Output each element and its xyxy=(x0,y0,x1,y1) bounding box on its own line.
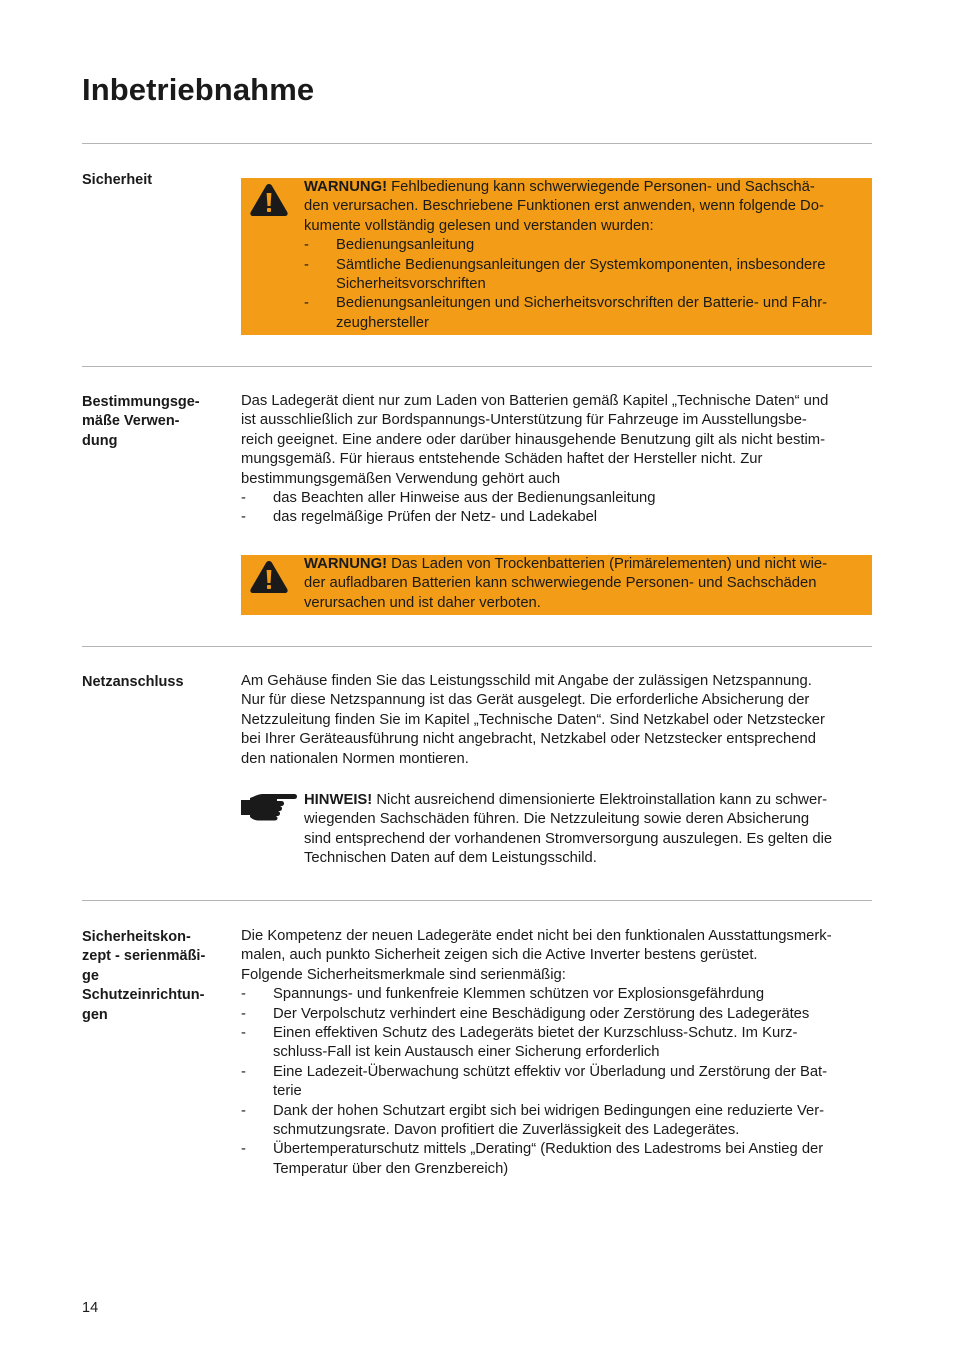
list-dash: - xyxy=(241,1141,246,1158)
section-body-konzept xyxy=(241,927,873,1179)
list-item-text: Eine Ladezeit-Überwachung schützt effektiv vor Überladung und Zerstörung der Bat- xyxy=(273,1063,828,1080)
warning-line: verursachen und ist daher verboten. xyxy=(304,594,541,611)
label-line: Schutzeinrichtun- xyxy=(82,987,205,1004)
section-body-bestimmung xyxy=(241,392,873,528)
warning-text xyxy=(304,555,872,613)
paragraph xyxy=(241,392,873,489)
list-item xyxy=(241,1005,873,1024)
section-label-sicherheit: Sicherheit xyxy=(82,172,153,188)
section-body-netzanschluss xyxy=(241,672,873,769)
label-line: ge xyxy=(82,967,99,984)
note-text xyxy=(304,791,873,869)
list-dash: - xyxy=(304,295,309,312)
list-dash: - xyxy=(241,1063,246,1080)
list-dash: - xyxy=(304,237,309,254)
list-item-text: zeughersteller xyxy=(336,314,429,331)
text-line: Nur für diese Netzspannung ist das Gerät ausgelegt. Die erforderliche Absicherung der xyxy=(241,692,810,709)
text-line: Netzzuleitung finden Sie im Kapitel „Technische Daten“. Sind Netzkabel oder Netzstecker xyxy=(241,711,825,728)
section-divider xyxy=(82,900,872,901)
paragraph xyxy=(241,672,873,769)
text-line: Die Kompetenz der neuen Ladegeräte endet nicht bei den funktionalen Ausstattungsmerk- xyxy=(241,928,832,944)
section-divider xyxy=(82,366,872,367)
section-label-bestimmung xyxy=(82,393,222,451)
note-line: Technischen Daten auf dem Leistungsschild. xyxy=(304,850,597,867)
note-line: wiegenden Sachschäden führen. Die Netzzuleitung sowie deren Absicherung xyxy=(304,811,810,828)
list-item xyxy=(241,1024,873,1063)
text-line: bei Ihrer Geräteausführung nicht angebracht, Netzkabel oder Netzstecker entsprechend xyxy=(241,731,816,748)
list-item xyxy=(304,236,872,255)
warning-line: den verursachen. Beschriebene Funktionen erst anwenden, wenn folgende Do- xyxy=(304,198,824,215)
list-item-text: Dank der hohen Schutzart ergibt sich bei widrigen Bedingungen eine reduzierte Ver- xyxy=(273,1102,825,1119)
list-item-text: Sicherheitsvorschriften xyxy=(336,276,486,293)
text-line: Das Ladegerät dient nur zum Laden von Batterien gemäß Kapitel „Technische Daten“ und xyxy=(241,393,829,409)
section-divider xyxy=(82,143,872,144)
page-title: Inbetriebnahme xyxy=(82,72,315,107)
list-item-text: das regelmäßige Prüfen der Netz- und Ladekabel xyxy=(273,509,598,526)
warning-triangle-icon xyxy=(249,559,289,595)
text-line: mungsgemäß. Für hieraus entstehende Schäden haftet der Hersteller nicht. Zur xyxy=(241,451,763,468)
list-item-text: terie xyxy=(273,1083,302,1100)
list-dash: - xyxy=(241,1005,246,1022)
text-line: den nationalen Normen montieren. xyxy=(241,750,469,767)
warning-line: kumente vollständig gelesen und verstanden wurden: xyxy=(304,217,654,234)
list-item-text: schmutzungsrate. Davon profitiert die Zuverlässigkeit des Ladegerätes. xyxy=(273,1122,740,1139)
note-line: sind entsprechend der vorhandenen Stromversorgung auszulegen. Es gelten die xyxy=(304,830,833,847)
list-item xyxy=(304,256,872,295)
list-item xyxy=(241,1063,873,1102)
text-line: Folgende Sicherheitsmerkmale sind serienmäßig: xyxy=(241,966,566,983)
list-dash: - xyxy=(241,509,246,526)
usage-list xyxy=(241,489,873,528)
list-item-text: Der Verpolschutz verhindert eine Beschädigung oder Zerstörung des Ladegerätes xyxy=(273,1005,810,1022)
note-line: Nicht ausreichend dimensionierte Elektroinstallation kann zu schwer- xyxy=(376,792,828,808)
text-line: malen, auch punkto Sicherheit zeigen sich die Active Inverter bestens gerüstet. xyxy=(241,947,758,964)
list-item-text: Bedienungsanleitung xyxy=(336,237,475,254)
page-number: 14 xyxy=(82,1300,99,1316)
label-line: mäße Verwen- xyxy=(82,413,180,430)
warning-line: Das Laden von Trockenbatterien (Primärelementen) und nicht wie- xyxy=(391,556,828,572)
warning-triangle-icon xyxy=(249,182,289,218)
label-line: Sicherheitskon- xyxy=(82,929,191,945)
list-item-text: schluss-Fall ist kein Austausch einer Sicherung erforderlich xyxy=(273,1044,660,1061)
section-divider xyxy=(82,646,872,647)
list-item-text: Sämtliche Bedienungsanleitungen der Systemkomponenten, insbesondere xyxy=(336,256,826,273)
warning-document-list xyxy=(304,236,872,333)
warning-text xyxy=(304,178,872,236)
list-item xyxy=(241,1140,873,1179)
note-prefix: HINWEIS! xyxy=(304,792,373,808)
label-line: zept - serienmäßi- xyxy=(82,948,206,965)
section-label-konzept xyxy=(82,928,222,1025)
list-dash: - xyxy=(241,490,246,507)
list-dash: - xyxy=(304,256,309,273)
label-line: dung xyxy=(82,432,118,449)
safety-features-list xyxy=(241,985,873,1179)
list-item-text: Übertemperaturschutz mittels „Derating“ (Reduktion des Ladestroms bei Anstieg der xyxy=(273,1141,824,1158)
text-line: reich geeignet. Eine andere oder darüber hinausgehende Benutzung gilt als nicht bestim- xyxy=(241,431,826,448)
list-item-text: Temperatur über den Grenzbereich) xyxy=(273,1160,509,1177)
list-item-text: das Beachten aller Hinweise aus der Bedienungsanleitung xyxy=(273,490,656,507)
warning-line: Fehlbedienung kann schwerwiegende Personen- und Sachschä- xyxy=(391,179,815,195)
paragraph xyxy=(241,927,873,985)
list-item xyxy=(241,1102,873,1141)
list-dash: - xyxy=(241,1025,246,1042)
list-item-text: Bedienungsanleitungen und Sicherheitsvorschriften der Batterie- und Fahr- xyxy=(336,295,828,312)
text-line: ist ausschließlich zur Bordspannungs-Unterstützung für Fahrzeuge im Ausstellungsbe- xyxy=(241,412,807,429)
pointing-hand-icon xyxy=(241,791,297,821)
list-dash: - xyxy=(241,1102,246,1119)
list-item-text: Einen effektiven Schutz des Ladegeräts bietet der Kurzschluss-Schutz. Im Kurz- xyxy=(273,1025,798,1042)
list-item xyxy=(241,508,873,527)
label-line: Bestimmungsge- xyxy=(82,394,200,410)
section-label-netzanschluss: Netzanschluss xyxy=(82,674,184,690)
list-item xyxy=(241,985,873,1004)
warning-box-bestimmung xyxy=(241,555,872,615)
warning-prefix: WARNUNG! xyxy=(304,556,388,572)
text-line: Am Gehäuse finden Sie das Leistungsschild mit Angabe der zulässigen Netzspannung. xyxy=(241,673,812,689)
warning-line: der aufladbaren Batterien kann schwerwiegende Personen- und Sachschäden xyxy=(304,575,817,592)
list-dash: - xyxy=(241,986,246,1003)
note-box-netzanschluss xyxy=(241,791,873,869)
text-line: bestimmungsgemäßen Verwendung gehört auch xyxy=(241,470,561,487)
list-item-text: Spannungs- und funkenfreie Klemmen schützen vor Explosionsgefährdung xyxy=(273,986,765,1003)
warning-prefix: WARNUNG! xyxy=(304,179,388,195)
label-line: gen xyxy=(82,1006,108,1023)
list-item xyxy=(241,489,873,508)
warning-box-sicherheit xyxy=(241,178,872,335)
list-item xyxy=(304,294,872,333)
